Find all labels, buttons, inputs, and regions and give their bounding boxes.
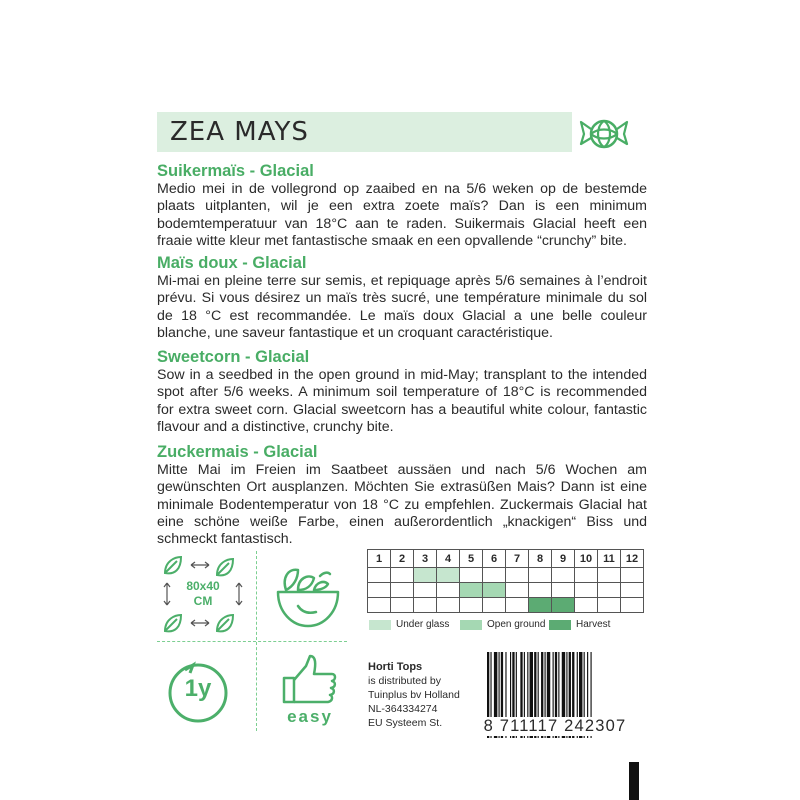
calendar-cell <box>391 598 414 613</box>
calendar-cell <box>437 568 460 583</box>
section-title: Zuckermais - Glacial <box>157 443 318 461</box>
calendar-cell <box>529 568 552 583</box>
legend-label: Under glass <box>396 619 450 630</box>
section-body: Sow in a seedbed in the open ground in mid-May; transplant to the intended spot after 5/6 weeks. A minimum soil temperature of 18°C is recommended for extra sweet corn. Glacial sweetcorn has a beautiful white colour, fantastic flavour and a distinctive, crunchy bite. <box>157 367 647 435</box>
section-french <box>157 253 647 342</box>
calendar-cell <box>598 598 621 613</box>
candy-icon <box>576 112 632 156</box>
section-title: Sweetcorn - Glacial <box>157 348 310 366</box>
distributor-line: is distributed by <box>368 675 441 687</box>
calendar-row-harvest <box>368 598 644 613</box>
calendar-cell <box>460 598 483 613</box>
icon-grid-divider <box>157 641 347 642</box>
legend-label: Harvest <box>576 619 611 630</box>
calendar-cell <box>506 598 529 613</box>
section-english <box>157 347 647 436</box>
calendar-cell <box>529 598 552 613</box>
section-title: Maïs doux - Glacial <box>157 254 307 272</box>
calendar-cell <box>414 583 437 598</box>
brand-name: Horti Tops <box>368 661 423 673</box>
calendar-month-header: 8 <box>529 550 552 568</box>
difficulty-label: easy <box>287 707 333 726</box>
calendar-table <box>367 549 644 613</box>
calendar-cell <box>483 583 506 598</box>
icon-grid-divider <box>256 551 257 731</box>
calendar-cell <box>575 598 598 613</box>
page-title: ZEA MAYS <box>170 117 309 147</box>
lifecycle-label: 1y <box>184 675 212 702</box>
calendar-cell <box>621 568 644 583</box>
calendar-cell <box>437 598 460 613</box>
calendar-cell <box>621 598 644 613</box>
calendar-cell <box>391 583 414 598</box>
calendar-month-header: 9 <box>552 550 575 568</box>
calendar-cell <box>621 583 644 598</box>
calendar-cell <box>483 568 506 583</box>
calendar-month-header: 3 <box>414 550 437 568</box>
barcode-number: 8 711117 242307 <box>470 717 640 736</box>
distributor-line: NL-364334274 <box>368 703 438 715</box>
calendar-month-header: 12 <box>621 550 644 568</box>
calendar-cell <box>368 583 391 598</box>
calendar-cell <box>460 568 483 583</box>
calendar-cell <box>391 568 414 583</box>
calendar-cell <box>552 568 575 583</box>
calendar-month-header: 5 <box>460 550 483 568</box>
spacing-icon <box>157 551 249 637</box>
legend-swatch <box>549 620 571 630</box>
section-dutch <box>157 161 647 250</box>
calendar-month-header: 7 <box>506 550 529 568</box>
calendar-cell <box>575 583 598 598</box>
calendar-cell <box>552 598 575 613</box>
calendar-month-header: 2 <box>391 550 414 568</box>
calendar-cell <box>598 583 621 598</box>
section-body: Medio mei in de vollegrond op zaaibed en na 5/6 weken op de bestemde plaats uitplanten, wil je een extra zoete maïs? Dan is een minimum bodemtemperatuur van 18°C aan te raden. Suikermais Glacial heeft een fraaie witte kleur met fantastische smaak en een opvallende “crunchy” bite. <box>157 181 647 249</box>
spacing-unit: CM <box>193 594 213 608</box>
calendar-cell <box>460 583 483 598</box>
calendar-row-open-ground <box>368 583 644 598</box>
calendar-cell <box>529 583 552 598</box>
legend-swatch <box>460 620 482 630</box>
calendar-cell <box>506 568 529 583</box>
distributor-line: Tuinplus bv Holland <box>368 689 460 701</box>
spacing-value: 80x40 <box>186 579 220 593</box>
calendar-cell <box>598 568 621 583</box>
calendar-cell <box>483 598 506 613</box>
section-body: Mi-mai en pleine terre sur semis, et repiquage après 5/6 semaines à l’endroit prévu. Si vous désirez un maïs très sucré, une température minimale du sol de 18 °C est recommandée. Le maïs doux Glacial a une belle couleur blanche, une saveur fantastique et un croquant caractéristique. <box>157 273 647 341</box>
calendar-cell <box>506 583 529 598</box>
legend-swatch <box>369 620 391 630</box>
distributor-line: EU Systeem St. <box>368 717 443 729</box>
calendar-cell <box>414 568 437 583</box>
calendar-cell <box>414 598 437 613</box>
calendar-legend <box>369 619 639 631</box>
vegetable-bowl-icon <box>268 556 348 636</box>
sowing-calendar <box>367 549 644 613</box>
thumbs-up-icon <box>280 654 340 706</box>
distributor-info <box>368 660 460 730</box>
calendar-month-header: 1 <box>368 550 391 568</box>
calendar-month-header: 6 <box>483 550 506 568</box>
calendar-month-header: 4 <box>437 550 460 568</box>
calendar-row-under-glass <box>368 568 644 583</box>
packet-edge-strip <box>629 762 639 800</box>
calendar-cell <box>575 568 598 583</box>
legend-label: Open ground <box>487 619 546 630</box>
calendar-cell <box>368 598 391 613</box>
calendar-month-header: 11 <box>598 550 621 568</box>
calendar-cell <box>368 568 391 583</box>
section-german <box>157 442 647 548</box>
section-body: Mitte Mai im Freien im Saatbeet aussäen und nach 5/6 Wochen am gewünschten Ort ausplanzen. Möchten Sie extrasüßen Mais? Dann ist eine minimale Bodentemperatur von 18 °C zu empfehlen. Zuckermais Glacial hat eine schöne weiße Farbe, einen außerordentlich „knackigen“ Biss und schmeckt fantastisch. <box>157 462 647 548</box>
calendar-month-header: 10 <box>575 550 598 568</box>
calendar-cell <box>552 583 575 598</box>
calendar-cell <box>437 583 460 598</box>
section-title: Suikermaïs - Glacial <box>157 162 314 180</box>
